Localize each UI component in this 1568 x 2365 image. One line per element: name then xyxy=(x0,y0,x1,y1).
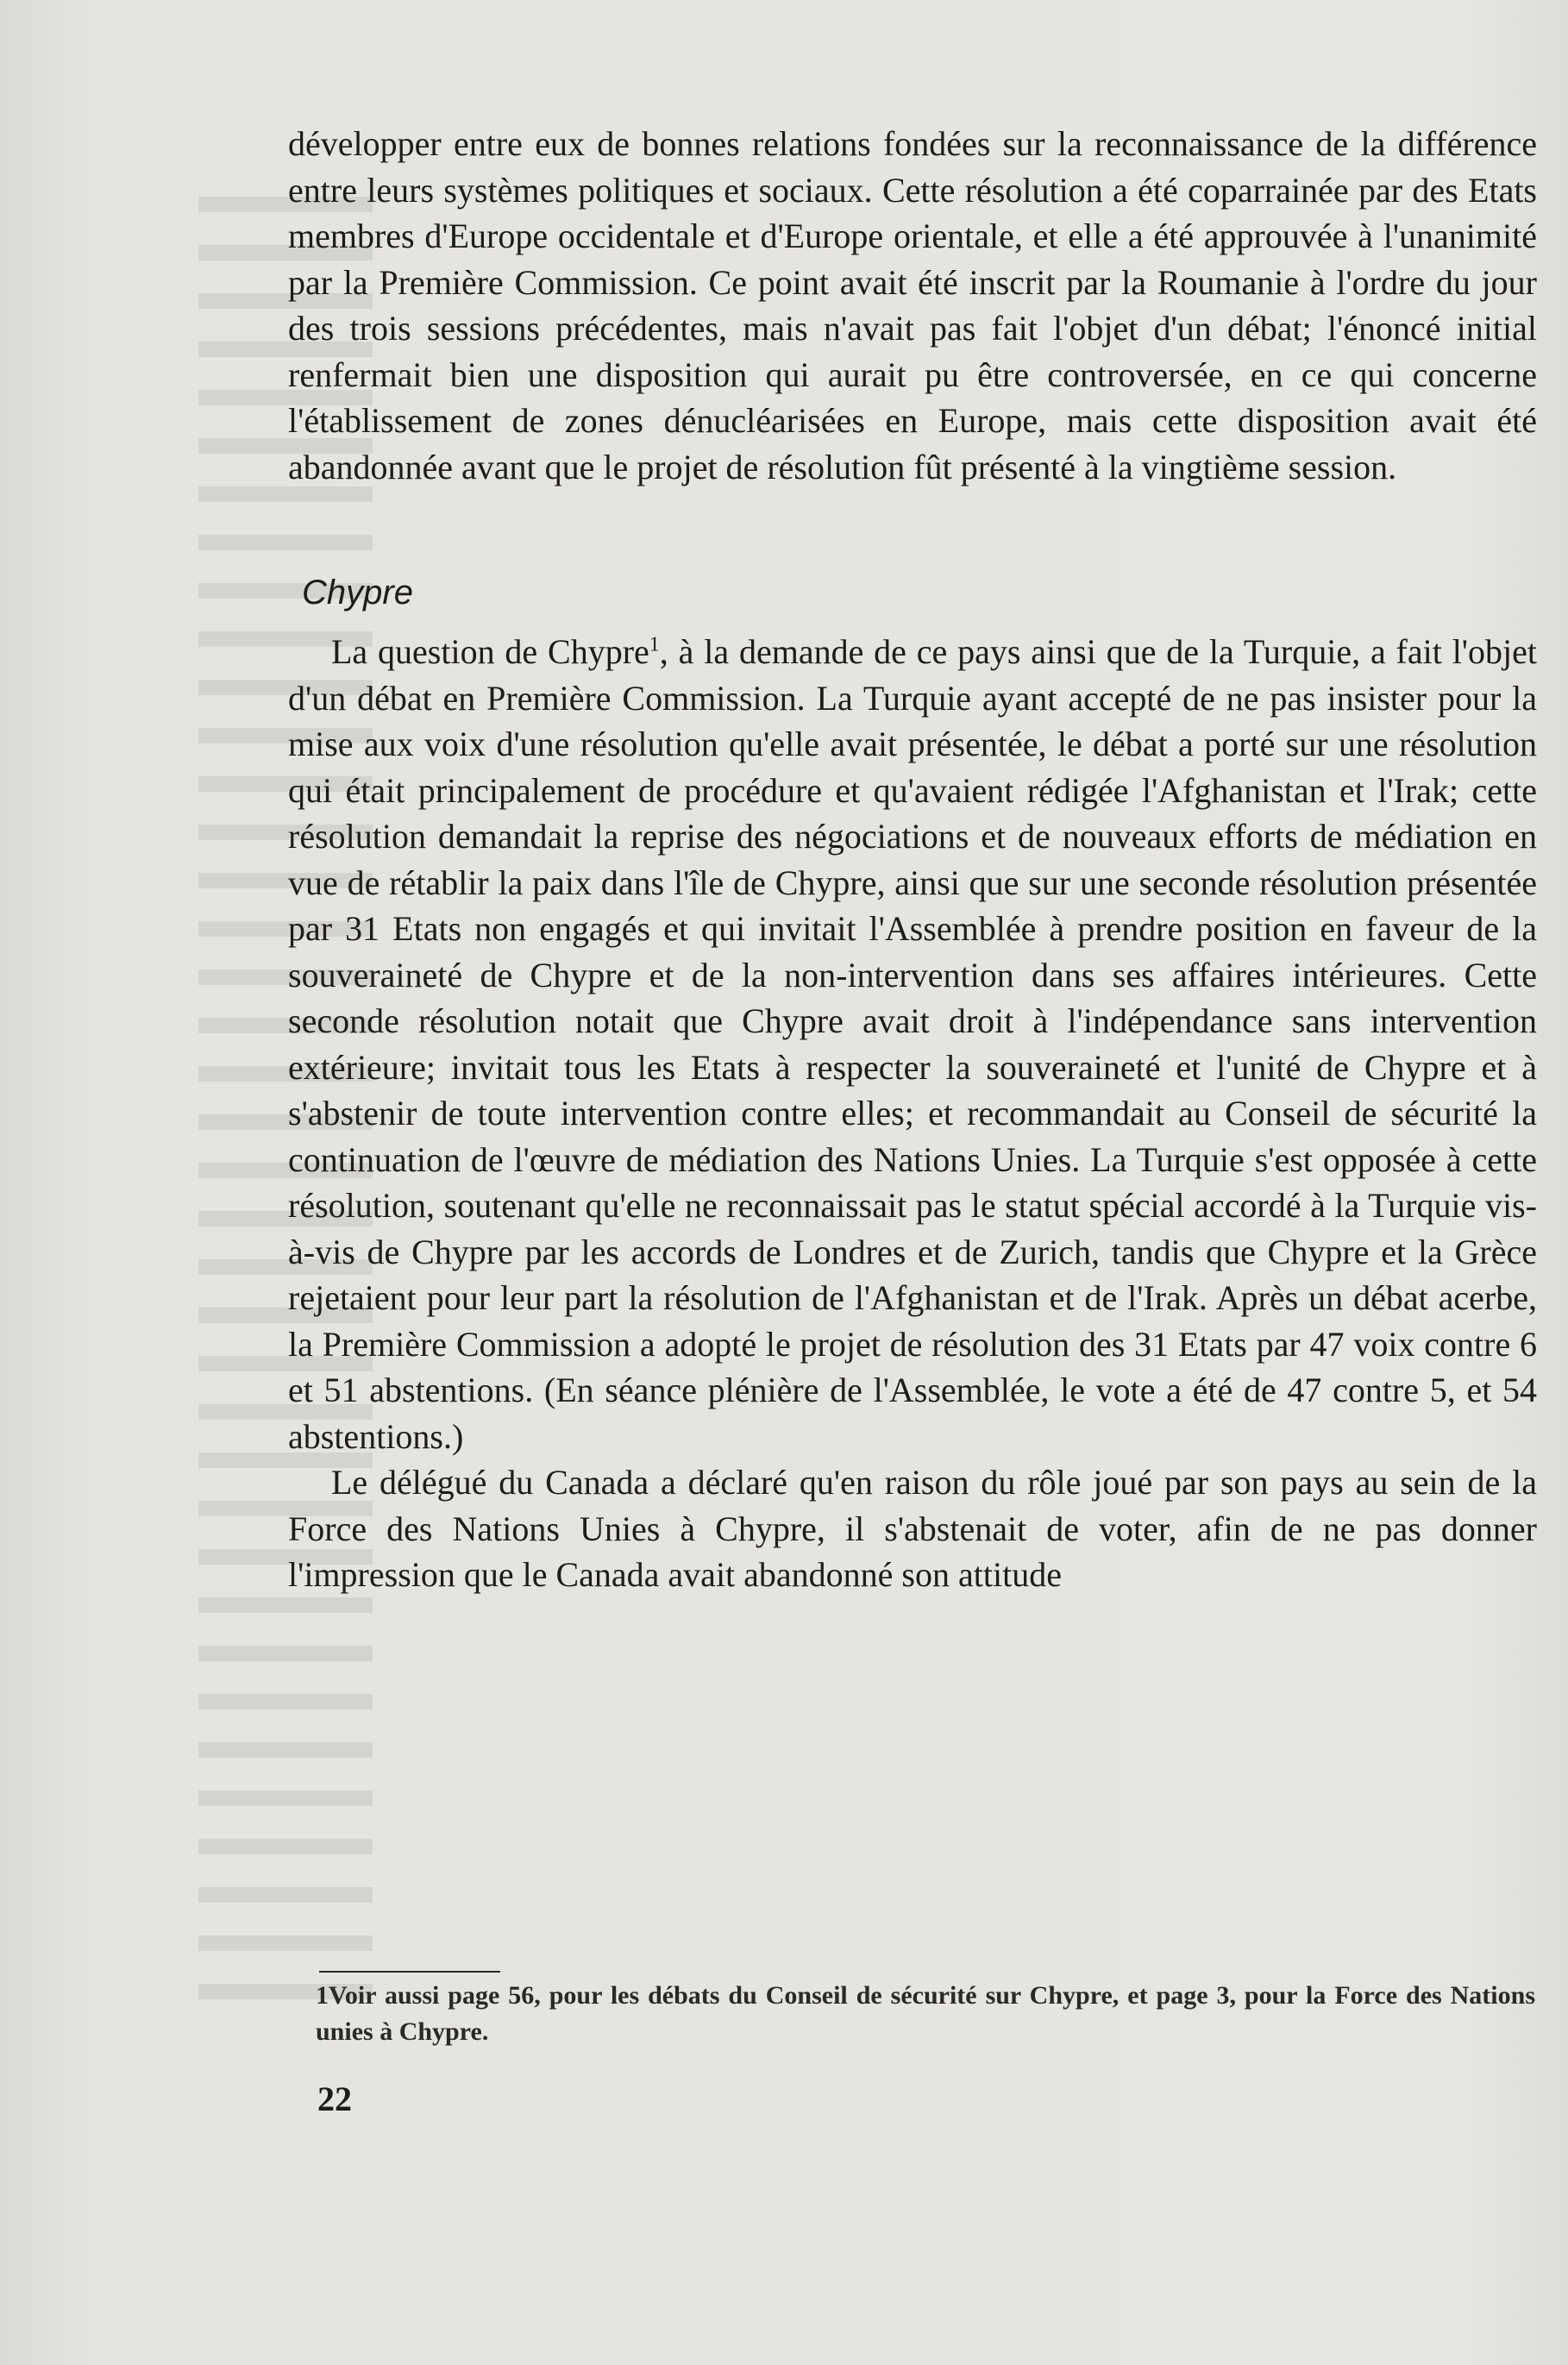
page-number: 22 xyxy=(317,2080,352,2118)
show-through-line xyxy=(198,1806,373,1854)
show-through-line xyxy=(198,1854,373,1903)
footnote-divider xyxy=(319,1971,500,1973)
paragraph-1: développer entre eux de bonnes relations fondées sur la reconnaissance de la différence entre leurs systèmes politiques et sociaux. Cette résolution a été coparrainée par des Etats membres d'Europe occidentale et d'Europe orientale, et elle a été approuvée à l'unanimité par la Première Commission. Ce point avait été inscrit par la Roumanie à l'ordre du jour des trois sessions précédentes, mais n'avait pas fait l'objet d'un débat; l'énoncé initial renfermait bien une disposition qui aurait pu être controversée, en ce qui concerne l'établissement de zones dénucléarisées en Europe, mais cette disposition avait été abandonnée avant que le projet de résolution fût présenté à la vingtième session. xyxy=(288,124,1537,486)
show-through-line xyxy=(198,1903,373,1951)
show-through-line xyxy=(198,1613,373,1661)
show-through-line xyxy=(198,1709,373,1758)
paragraph-2-lead: La question de Chypre xyxy=(331,632,649,671)
show-through-line xyxy=(198,1758,373,1806)
section-heading: Chypre xyxy=(302,574,413,612)
main-text-column xyxy=(288,121,1537,1598)
paragraph-2 xyxy=(288,629,1537,1459)
paragraph-2-rest: , à la demande de ce pays ainsi que de la Turquie, a fait l'objet d'un débat en Première Commission. La Turquie ayant accepté de ne pas insister pour la mise aux voix d'une résolution qu'elle avait présentée, le débat a porté sur une résolution qui était principalement de procédure et qu'avaient rédigée l'Afghanistan et l'Irak; cette résolution demandait la reprise des négociations et de nouveaux efforts de médiation en vue de rétablir la paix dans l'île de Chypre, ainsi que sur une seconde résolution présentée par 31 Etats non engagés et qui invitait l'Assemblée à prendre position en faveur de la souveraineté de Chypre et de la non-intervention dans ses affaires intérieures. Cette seconde résolution notait que Chypre avait droit à l'indépendance sans intervention extérieure; invitait tous les Etats à respecter la souveraineté et l'unité de Chypre et à s'abstenir de toute intervention contre elles; et recommandait au Conseil de sécurité la continuation de l'œuvre de médiation des Nations Unies. La Turquie s'est opposée à cette résolution, soutenant qu'elle ne reconnaissait pas le statut spécial accordé à la Turquie vis-à-vis de Chypre par les accords de Londres et de Zurich, tandis que Chypre et la Grèce rejetaient pour leur part la résolution de l'Afghanistan et de l'Irak. Après un débat acerbe, la Première Commission a adopté le projet de résolution des 31 Etats par 47 voix contre 6 et 51 abstentions. (En séance plénière de l'Assemblée, le vote a été de 47 contre 5, et 54 abstentions.) xyxy=(288,632,1537,1456)
paragraph-3: Le délégué du Canada a déclaré qu'en raison du rôle joué par son pays au sein de la Force des Nations Unies à Chypre, il s'abstenait de voter, afin de ne pas donner l'impression que le Canada avait abandonné son attitude xyxy=(288,1463,1537,1594)
footnote-marker: 1 xyxy=(649,633,660,656)
show-through-line xyxy=(198,1661,373,1709)
footnote: 1Voir aussi page 56, pour les débats du Conseil de sécurité sur Chypre, et page 3, pour la Force des Nations unies à Chypre. xyxy=(316,1981,1535,2046)
